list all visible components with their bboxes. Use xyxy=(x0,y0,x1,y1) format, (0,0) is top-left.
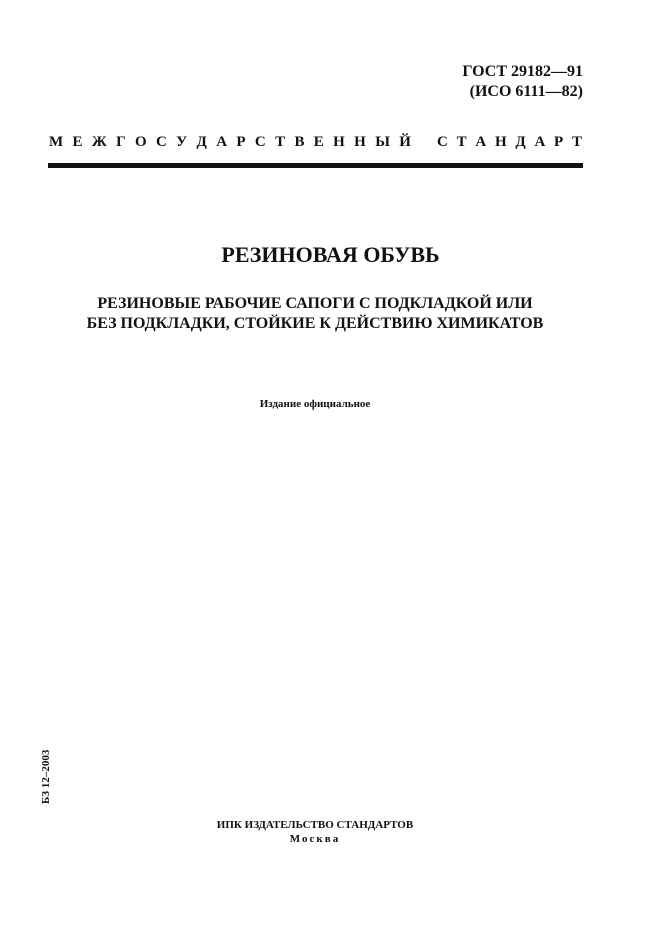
header-letter: Д xyxy=(515,134,526,150)
header-letter: Ж xyxy=(91,134,107,150)
header-letter: Н xyxy=(354,134,366,150)
header-divider xyxy=(48,163,583,168)
page-title: РЕЗИНОВАЯ ОБУВЬ xyxy=(221,242,440,267)
gost-number: ГОСТ 29182—91 xyxy=(462,63,583,80)
header-letter: У xyxy=(176,134,188,150)
header-word-standard xyxy=(437,134,582,151)
document-number xyxy=(462,62,583,102)
header-letter: С xyxy=(437,134,448,150)
header-letter: С xyxy=(254,134,266,150)
subtitle-line: РЕЗИНОВЫЕ РАБОЧИЕ САПОГИ С ПОДКЛАДКОЙ ИЛИ xyxy=(97,295,533,312)
header-letter: Г xyxy=(116,134,126,150)
header-word-interstate xyxy=(49,134,411,151)
header-letter: А xyxy=(475,134,487,150)
header-letter: Е xyxy=(72,134,83,150)
header-letter: Р xyxy=(554,134,564,150)
publisher-block xyxy=(0,818,630,846)
header-letter: Д xyxy=(196,134,207,150)
publisher-city: Москва xyxy=(289,833,341,845)
page-subtitle xyxy=(0,294,630,334)
iso-number: (ИСО 6111—82) xyxy=(469,83,583,100)
header-letter: М xyxy=(49,134,64,150)
header-letter: Ы xyxy=(375,134,390,150)
header-letter: В xyxy=(294,134,305,150)
header-letter: Т xyxy=(571,134,582,150)
header-letter: Е xyxy=(313,134,324,150)
standard-type-header xyxy=(49,134,582,151)
publisher-name: ИПК ИЗДАТЕЛЬСТВО СТАНДАРТОВ xyxy=(216,819,414,831)
header-letter: О xyxy=(134,134,147,150)
header-letter: Й xyxy=(399,134,411,150)
edition-note: Издание официальное xyxy=(259,398,371,410)
subtitle-line: БЕЗ ПОДКЛАДКИ, СТОЙКИЕ К ДЕЙСТВИЮ ХИМИКАТОВ xyxy=(86,315,544,332)
header-letter: Н xyxy=(333,134,345,150)
header-letter: А xyxy=(534,134,546,150)
header-letter: Т xyxy=(275,134,286,150)
side-code: БЗ 12–2003 xyxy=(40,749,52,804)
header-letter: Н xyxy=(494,134,507,150)
header-letter: Р xyxy=(236,134,246,150)
header-letter: Т xyxy=(456,134,467,150)
header-letter: С xyxy=(155,134,167,150)
header-letter: А xyxy=(216,134,228,150)
